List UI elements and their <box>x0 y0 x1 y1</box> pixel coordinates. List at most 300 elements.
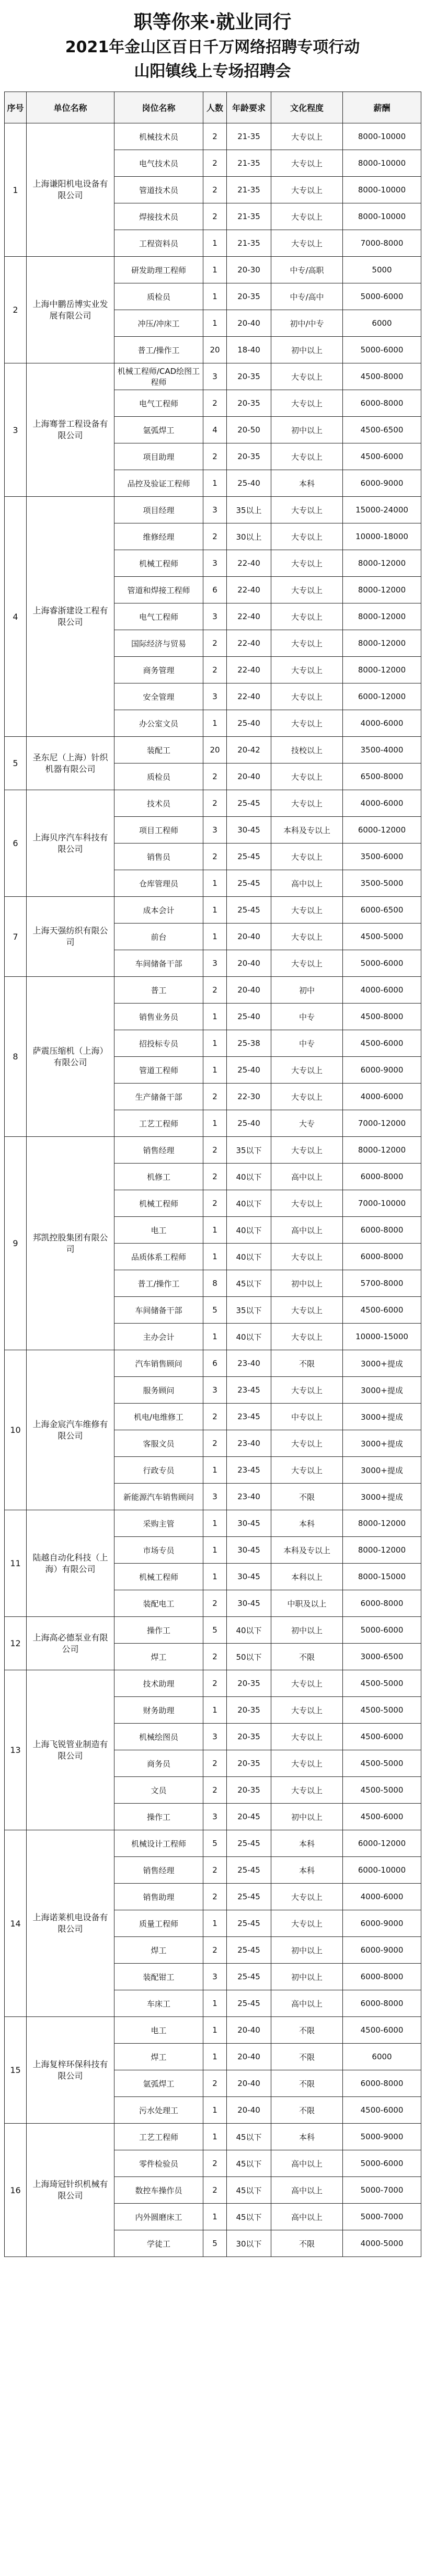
cell-education: 中专/高职 <box>271 257 343 283</box>
cell-education: 大专以上 <box>271 844 343 870</box>
cell-salary: 6000-8000 <box>343 1590 421 1617</box>
cell-headcount: 3 <box>203 1484 227 1510</box>
cell-salary: 8000-12000 <box>343 657 421 683</box>
cell-index: 5 <box>5 737 27 790</box>
cell-salary: 8000-12000 <box>343 577 421 603</box>
cell-headcount: 20 <box>203 737 227 763</box>
cell-education: 大专以上 <box>271 230 343 257</box>
cell-education: 本科 <box>271 1510 343 1537</box>
cell-position: 成本会计 <box>114 897 203 924</box>
cell-headcount: 2 <box>203 1777 227 1804</box>
cell-education: 不限 <box>271 1484 343 1510</box>
cell-education: 不限 <box>271 2044 343 2070</box>
table-row <box>5 2124 421 2150</box>
cell-salary: 4500-5000 <box>343 1750 421 1777</box>
cell-headcount: 2 <box>203 1404 227 1430</box>
cell-position: 商务员 <box>114 1750 203 1777</box>
cell-salary: 5000-7000 <box>343 2204 421 2230</box>
cell-position: 装配工 <box>114 737 203 763</box>
cell-headcount: 2 <box>203 763 227 790</box>
cell-headcount: 2 <box>203 523 227 550</box>
cell-salary: 4000-5000 <box>343 2230 421 2257</box>
cell-salary: 6000-8000 <box>343 1164 421 1190</box>
cell-salary: 6000-9000 <box>343 470 421 497</box>
cell-salary: 6000-8000 <box>343 1244 421 1270</box>
cell-education: 大专 <box>271 1110 343 1137</box>
cell-education: 大专以上 <box>271 443 343 470</box>
cell-age: 25-38 <box>227 1030 271 1057</box>
cell-age: 20-42 <box>227 737 271 763</box>
table-row <box>5 1510 421 1537</box>
cell-education: 大专以上 <box>271 497 343 523</box>
cell-position: 项目工程师 <box>114 817 203 844</box>
cell-headcount: 1 <box>203 2044 227 2070</box>
cell-headcount: 2 <box>203 657 227 683</box>
cell-headcount: 1 <box>203 2097 227 2124</box>
cell-salary: 6000-9000 <box>343 1910 421 1937</box>
cell-age: 23-45 <box>227 1377 271 1404</box>
cell-headcount: 1 <box>203 310 227 337</box>
cell-salary: 3000+提成 <box>343 1457 421 1484</box>
cell-position: 电气工程师 <box>114 390 203 417</box>
cell-position: 销售经理 <box>114 1857 203 1884</box>
header-education: 文化程度 <box>271 92 343 123</box>
cell-age: 21-35 <box>227 203 271 230</box>
cell-age: 22-40 <box>227 630 271 657</box>
cell-salary: 3000+提成 <box>343 1377 421 1404</box>
cell-age: 20-35 <box>227 363 271 390</box>
cell-headcount: 2 <box>203 790 227 817</box>
cell-company-name: 陆越自动化科技（上海）有限公司 <box>27 1510 114 1617</box>
cell-headcount: 2 <box>203 1884 227 1910</box>
header-salary: 薪酬 <box>343 92 421 123</box>
cell-salary: 8000-12000 <box>343 1137 421 1164</box>
table-row <box>5 1137 421 1164</box>
cell-position: 品控及验证工程师 <box>114 470 203 497</box>
cell-education: 技校以上 <box>271 737 343 763</box>
cell-education: 大专以上 <box>271 123 343 150</box>
cell-education: 大专以上 <box>271 177 343 203</box>
cell-headcount: 1 <box>203 1057 227 1084</box>
cell-age: 22-40 <box>227 657 271 683</box>
cell-index: 9 <box>5 1137 27 1350</box>
cell-headcount: 1 <box>203 2017 227 2044</box>
cell-position: 质检员 <box>114 283 203 310</box>
cell-age: 20-40 <box>227 2097 271 2124</box>
cell-education: 大专以上 <box>271 1084 343 1110</box>
cell-education: 本科 <box>271 1830 343 1857</box>
cell-education: 中职及以上 <box>271 1590 343 1617</box>
cell-education: 初中 <box>271 977 343 1004</box>
cell-salary: 10000-15000 <box>343 1324 421 1350</box>
cell-headcount: 2 <box>203 977 227 1004</box>
cell-age: 25-45 <box>227 1937 271 1964</box>
cell-position: 项目经理 <box>114 497 203 523</box>
cell-age: 21-35 <box>227 230 271 257</box>
cell-salary: 8000-12000 <box>343 550 421 577</box>
cell-salary: 5000-6000 <box>343 337 421 363</box>
cell-salary: 6000-12000 <box>343 817 421 844</box>
cell-position: 技术助理 <box>114 1670 203 1697</box>
cell-age: 23-40 <box>227 1430 271 1457</box>
cell-headcount: 2 <box>203 1670 227 1697</box>
cell-age: 22-40 <box>227 577 271 603</box>
cell-headcount: 1 <box>203 1217 227 1244</box>
cell-education: 大专以上 <box>271 1244 343 1270</box>
cell-position: 工艺工程师 <box>114 1110 203 1137</box>
cell-position: 电工 <box>114 1217 203 1244</box>
cell-age: 23-45 <box>227 1404 271 1430</box>
table-row <box>5 497 421 523</box>
cell-headcount: 1 <box>203 283 227 310</box>
cell-age: 25-40 <box>227 1110 271 1137</box>
cell-position: 普工 <box>114 977 203 1004</box>
cell-company-name: 上海骞誉工程设备有限公司 <box>27 363 114 497</box>
cell-position: 工程资料员 <box>114 230 203 257</box>
table-body <box>5 123 421 2257</box>
cell-education: 高中以上 <box>271 1990 343 2017</box>
cell-position: 销售助理 <box>114 1884 203 1910</box>
cell-salary: 4500-6000 <box>343 1724 421 1750</box>
cell-education: 大专以上 <box>271 763 343 790</box>
cell-age: 30-45 <box>227 1537 271 1564</box>
cell-position: 焊工 <box>114 1644 203 1670</box>
cell-education: 大专以上 <box>271 550 343 577</box>
cell-position: 客服文员 <box>114 1430 203 1457</box>
cell-education: 大专以上 <box>271 1724 343 1750</box>
cell-education: 大专以上 <box>271 523 343 550</box>
cell-position: 品质体系工程师 <box>114 1244 203 1270</box>
cell-age: 20-35 <box>227 1777 271 1804</box>
cell-education: 大专以上 <box>271 1297 343 1324</box>
header-index: 序号 <box>5 92 27 123</box>
cell-education: 大专以上 <box>271 1910 343 1937</box>
cell-salary: 8000-15000 <box>343 1564 421 1590</box>
cell-company-name: 上海诺莱机电设备有限公司 <box>27 1830 114 2017</box>
cell-position: 装配电工 <box>114 1590 203 1617</box>
cell-position: 氩弧焊工 <box>114 2070 203 2097</box>
cell-position: 维修经理 <box>114 523 203 550</box>
cell-headcount: 2 <box>203 2150 227 2177</box>
cell-salary: 6000-6500 <box>343 897 421 924</box>
cell-position: 焊工 <box>114 1937 203 1964</box>
cell-position: 机电/电维修工 <box>114 1404 203 1430</box>
poster-subtitle: 2021年金山区百日千万网络招聘专项行动 <box>65 38 360 56</box>
header-company: 单位名称 <box>27 92 114 123</box>
cell-education: 初中以上 <box>271 1937 343 1964</box>
cell-age: 45以下 <box>227 2204 271 2230</box>
cell-age: 20-45 <box>227 1804 271 1830</box>
poster-event-name: 山阳镇线上专场招聘会 <box>134 62 291 81</box>
cell-age: 20-35 <box>227 1724 271 1750</box>
cell-index: 12 <box>5 1617 27 1670</box>
cell-salary: 8000-10000 <box>343 150 421 177</box>
job-listing-table <box>4 92 421 2257</box>
cell-headcount: 2 <box>203 1137 227 1164</box>
cell-salary: 5000 <box>343 257 421 283</box>
table-row <box>5 1670 421 1697</box>
cell-position: 冲压/冲床工 <box>114 310 203 337</box>
cell-age: 40以下 <box>227 1190 271 1217</box>
cell-salary: 7000-10000 <box>343 1190 421 1217</box>
cell-position: 学徒工 <box>114 2230 203 2257</box>
cell-age: 20-35 <box>227 283 271 310</box>
cell-salary: 4500-6000 <box>343 1030 421 1057</box>
cell-education: 不限 <box>271 2097 343 2124</box>
cell-position: 机械设计工程师 <box>114 1830 203 1857</box>
cell-salary: 4500-5000 <box>343 924 421 950</box>
cell-position: 项目助理 <box>114 443 203 470</box>
cell-age: 22-40 <box>227 603 271 630</box>
cell-age: 30-45 <box>227 817 271 844</box>
cell-company-name: 邦凯控股集团有限公司 <box>27 1137 114 1350</box>
cell-salary: 4000-6000 <box>343 710 421 737</box>
cell-age: 21-35 <box>227 150 271 177</box>
cell-position: 氩弧焊工 <box>114 417 203 443</box>
cell-salary: 4500-5000 <box>343 1697 421 1724</box>
cell-position: 管道和焊接工程师 <box>114 577 203 603</box>
cell-age: 20-40 <box>227 2017 271 2044</box>
cell-headcount: 2 <box>203 630 227 657</box>
cell-headcount: 5 <box>203 1297 227 1324</box>
cell-headcount: 2 <box>203 2177 227 2204</box>
cell-headcount: 2 <box>203 177 227 203</box>
cell-salary: 6500-8000 <box>343 763 421 790</box>
cell-index: 15 <box>5 2017 27 2124</box>
cell-headcount: 3 <box>203 603 227 630</box>
cell-headcount: 2 <box>203 1750 227 1777</box>
cell-headcount: 3 <box>203 497 227 523</box>
cell-age: 35以下 <box>227 1137 271 1164</box>
cell-age: 45以下 <box>227 2150 271 2177</box>
cell-headcount: 2 <box>203 443 227 470</box>
cell-headcount: 1 <box>203 470 227 497</box>
cell-headcount: 5 <box>203 1830 227 1857</box>
cell-position: 国际经济与贸易 <box>114 630 203 657</box>
cell-headcount: 1 <box>203 2124 227 2150</box>
cell-company-name: 上海天强纺织有限公司 <box>27 897 114 977</box>
cell-age: 25-45 <box>227 870 271 897</box>
cell-salary: 4000-6000 <box>343 1084 421 1110</box>
cell-education: 大专以上 <box>271 1457 343 1484</box>
cell-education: 中专以上 <box>271 1404 343 1430</box>
cell-position: 前台 <box>114 924 203 950</box>
cell-age: 22-40 <box>227 550 271 577</box>
cell-salary: 8000-10000 <box>343 123 421 150</box>
cell-salary: 8000-12000 <box>343 1537 421 1564</box>
cell-headcount: 5 <box>203 2230 227 2257</box>
cell-age: 25-45 <box>227 1830 271 1857</box>
cell-education: 高中以上 <box>271 870 343 897</box>
cell-salary: 8000-12000 <box>343 630 421 657</box>
table-row <box>5 1350 421 1377</box>
cell-salary: 3000+提成 <box>343 1350 421 1377</box>
cell-age: 45以下 <box>227 1270 271 1297</box>
cell-salary: 3500-5000 <box>343 870 421 897</box>
cell-headcount: 2 <box>203 1937 227 1964</box>
cell-salary: 6000-8000 <box>343 390 421 417</box>
cell-headcount: 1 <box>203 1110 227 1137</box>
cell-education: 本科及专以上 <box>271 1537 343 1564</box>
cell-position: 机械工程师 <box>114 1564 203 1590</box>
cell-position: 安全管理 <box>114 683 203 710</box>
cell-age: 20-40 <box>227 2044 271 2070</box>
cell-position: 招投标专员 <box>114 1030 203 1057</box>
cell-headcount: 3 <box>203 950 227 977</box>
cell-education: 中专 <box>271 1004 343 1030</box>
cell-age: 30-45 <box>227 1590 271 1617</box>
cell-position: 财务助理 <box>114 1697 203 1724</box>
cell-headcount: 5 <box>203 1617 227 1644</box>
cell-headcount: 1 <box>203 870 227 897</box>
cell-age: 30-45 <box>227 1510 271 1537</box>
cell-age: 22-30 <box>227 1084 271 1110</box>
cell-position: 车间储备干部 <box>114 1297 203 1324</box>
cell-company-name: 上海金宸汽车维修有限公司 <box>27 1350 114 1510</box>
cell-age: 20-30 <box>227 257 271 283</box>
cell-salary: 4000-6000 <box>343 790 421 817</box>
cell-position: 技术员 <box>114 790 203 817</box>
cell-position: 装配钳工 <box>114 1964 203 1990</box>
cell-age: 20-35 <box>227 1750 271 1777</box>
cell-salary: 5000-6000 <box>343 950 421 977</box>
cell-salary: 4500-6000 <box>343 2097 421 2124</box>
cell-age: 25-45 <box>227 844 271 870</box>
cell-company-name: 上海琦冠针织机械有限公司 <box>27 2124 114 2257</box>
cell-position: 机械工程师 <box>114 1190 203 1217</box>
poster-title: 职等你来·就业同行 <box>133 12 292 33</box>
cell-education: 大专以上 <box>271 924 343 950</box>
cell-age: 21-35 <box>227 123 271 150</box>
cell-position: 电气技术员 <box>114 150 203 177</box>
cell-position: 销售员 <box>114 844 203 870</box>
cell-headcount: 2 <box>203 1590 227 1617</box>
cell-salary: 6000-12000 <box>343 1830 421 1857</box>
cell-education: 大专以上 <box>271 603 343 630</box>
cell-age: 40以下 <box>227 1244 271 1270</box>
cell-education: 大专以上 <box>271 790 343 817</box>
cell-headcount: 3 <box>203 1724 227 1750</box>
cell-position: 车床工 <box>114 1990 203 2017</box>
cell-headcount: 2 <box>203 844 227 870</box>
cell-age: 21-35 <box>227 177 271 203</box>
cell-age: 20-35 <box>227 1697 271 1724</box>
cell-index: 7 <box>5 897 27 977</box>
cell-headcount: 1 <box>203 1697 227 1724</box>
cell-education: 大专以上 <box>271 1377 343 1404</box>
cell-age: 23-45 <box>227 1457 271 1484</box>
cell-education: 不限 <box>271 1350 343 1377</box>
cell-salary: 4500-8000 <box>343 363 421 390</box>
table-row <box>5 257 421 283</box>
cell-age: 25-40 <box>227 1004 271 1030</box>
cell-salary: 6000-8000 <box>343 1990 421 2017</box>
cell-salary: 5700-8000 <box>343 1270 421 1297</box>
cell-age: 20-40 <box>227 763 271 790</box>
cell-headcount: 1 <box>203 1004 227 1030</box>
cell-age: 25-45 <box>227 897 271 924</box>
cell-headcount: 3 <box>203 683 227 710</box>
cell-education: 大专以上 <box>271 1884 343 1910</box>
cell-position: 销售经理 <box>114 1137 203 1164</box>
cell-index: 13 <box>5 1670 27 1830</box>
cell-headcount: 1 <box>203 1324 227 1350</box>
cell-salary: 4500-6000 <box>343 443 421 470</box>
header-headcount: 人数 <box>203 92 227 123</box>
cell-salary: 6000-12000 <box>343 683 421 710</box>
table-row <box>5 1617 421 1644</box>
cell-position: 新能源汽车销售顾问 <box>114 1484 203 1510</box>
cell-education: 大专以上 <box>271 1670 343 1697</box>
cell-age: 40以下 <box>227 1164 271 1190</box>
cell-salary: 7000-8000 <box>343 230 421 257</box>
cell-headcount: 3 <box>203 1377 227 1404</box>
cell-headcount: 2 <box>203 150 227 177</box>
cell-education: 大专以上 <box>271 1137 343 1164</box>
cell-age: 40以下 <box>227 1217 271 1244</box>
cell-salary: 6000-9000 <box>343 1057 421 1084</box>
cell-position: 商务管理 <box>114 657 203 683</box>
cell-position: 生产储备干部 <box>114 1084 203 1110</box>
cell-age: 25-45 <box>227 1964 271 1990</box>
cell-position: 机械绘图员 <box>114 1724 203 1750</box>
cell-education: 初中以上 <box>271 1804 343 1830</box>
cell-position: 采购主管 <box>114 1510 203 1537</box>
cell-salary: 6000-8000 <box>343 1964 421 1990</box>
cell-headcount: 1 <box>203 1457 227 1484</box>
cell-education: 本科 <box>271 470 343 497</box>
cell-salary: 8000-12000 <box>343 603 421 630</box>
cell-age: 18-40 <box>227 337 271 363</box>
cell-salary: 8000-10000 <box>343 177 421 203</box>
cell-index: 16 <box>5 2124 27 2257</box>
cell-age: 20-40 <box>227 950 271 977</box>
cell-headcount: 2 <box>203 1190 227 1217</box>
cell-education: 大专以上 <box>271 1324 343 1350</box>
cell-headcount: 1 <box>203 1990 227 2017</box>
cell-salary: 8000-12000 <box>343 1510 421 1537</box>
cell-salary: 3000-6500 <box>343 1644 421 1670</box>
cell-index: 11 <box>5 1510 27 1617</box>
cell-salary: 6000-9000 <box>343 1937 421 1964</box>
cell-salary: 3000+提成 <box>343 1430 421 1457</box>
cell-age: 25-40 <box>227 710 271 737</box>
cell-salary: 4500-5000 <box>343 1777 421 1804</box>
cell-salary: 4000-6000 <box>343 1884 421 1910</box>
cell-salary: 6000 <box>343 2044 421 2070</box>
table-row <box>5 1830 421 1857</box>
cell-education: 大专以上 <box>271 1430 343 1457</box>
cell-headcount: 1 <box>203 1030 227 1057</box>
cell-age: 23-40 <box>227 1484 271 1510</box>
cell-position: 操作工 <box>114 1804 203 1830</box>
cell-salary: 6000-10000 <box>343 1857 421 1884</box>
cell-position: 文员 <box>114 1777 203 1804</box>
cell-headcount: 2 <box>203 123 227 150</box>
cell-education: 大专以上 <box>271 577 343 603</box>
cell-position: 办公室文员 <box>114 710 203 737</box>
cell-salary: 6000-8000 <box>343 2070 421 2097</box>
cell-age: 20-35 <box>227 390 271 417</box>
cell-position: 工艺工程师 <box>114 2124 203 2150</box>
cell-age: 50以下 <box>227 1644 271 1670</box>
cell-position: 机械工程师 <box>114 550 203 577</box>
header-age: 年龄要求 <box>227 92 271 123</box>
cell-salary: 6000 <box>343 310 421 337</box>
cell-age: 40以下 <box>227 1617 271 1644</box>
cell-position: 汽车销售顾问 <box>114 1350 203 1377</box>
cell-headcount: 1 <box>203 924 227 950</box>
